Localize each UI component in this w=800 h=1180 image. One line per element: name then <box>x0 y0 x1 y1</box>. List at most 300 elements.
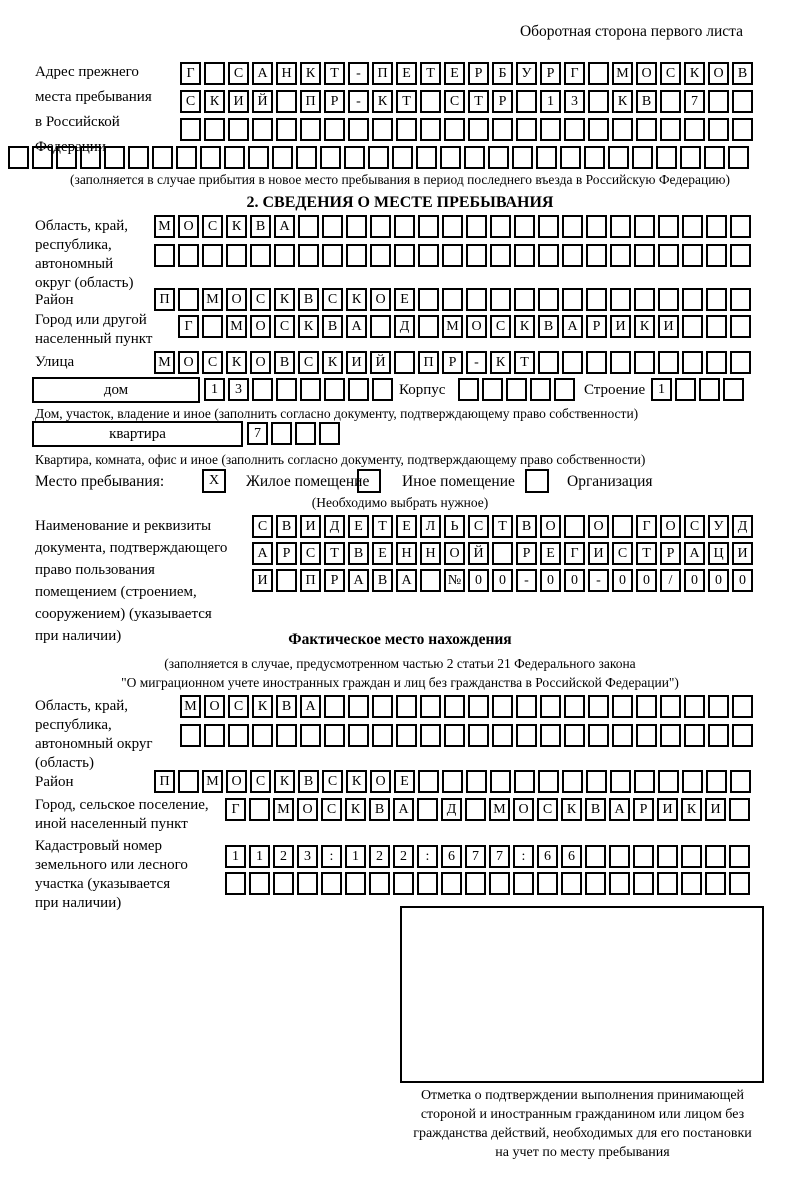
char-cell <box>322 215 343 238</box>
char-cell <box>440 146 461 169</box>
text-line: Отметка о подтверждении выполнения принимающей <box>420 1088 745 1103</box>
char-cell: 0 <box>540 569 561 592</box>
char-cell <box>252 118 273 141</box>
char-cell <box>248 146 269 169</box>
char-cell: К <box>300 62 321 85</box>
char-cell <box>442 288 463 311</box>
char-cell <box>684 118 705 141</box>
back-side-note: Оборотная сторона первого листа <box>519 23 743 40</box>
char-cell: О <box>636 62 657 85</box>
char-cell <box>8 146 29 169</box>
char-cell <box>554 378 575 401</box>
char-cell <box>202 244 223 267</box>
char-cell <box>609 872 630 895</box>
char-cell <box>444 695 465 718</box>
char-cell <box>706 215 727 238</box>
char-cell: В <box>322 315 343 338</box>
char-cell <box>465 798 486 821</box>
char-cell <box>492 118 513 141</box>
char-cell <box>271 422 292 445</box>
char-cell <box>658 288 679 311</box>
char-cell <box>466 244 487 267</box>
text-line: автономный округ <box>35 736 153 752</box>
text-line: сооружением) (указывается <box>35 606 212 622</box>
char-cell: И <box>300 515 321 538</box>
text-line: (область) <box>35 755 94 771</box>
char-cell <box>634 215 655 238</box>
char-cell <box>276 378 297 401</box>
char-cell <box>513 872 534 895</box>
char-cell: 0 <box>708 569 729 592</box>
actual-location-title: Фактическое место нахождения <box>288 631 512 648</box>
text-line: помещением (строением, <box>35 584 197 600</box>
text-line: при наличии) <box>35 628 122 644</box>
char-cell: Й <box>468 542 489 565</box>
char-cell: К <box>684 62 705 85</box>
text-line: Область, край, <box>35 218 129 234</box>
registration-stamp-box <box>400 906 764 1083</box>
char-cell <box>370 315 391 338</box>
char-cell <box>418 315 439 338</box>
stay-option-organization-label: Организация <box>567 473 653 490</box>
char-cell: Е <box>394 288 415 311</box>
char-cell: Г <box>225 798 246 821</box>
char-cell <box>636 695 657 718</box>
prev-address-label <box>35 60 152 160</box>
char-cell: Р <box>586 315 607 338</box>
char-cell: Й <box>252 90 273 113</box>
char-cell <box>348 378 369 401</box>
char-cell: 2 <box>273 845 294 868</box>
char-cell <box>468 724 489 747</box>
char-cell: В <box>348 542 369 565</box>
char-cell <box>324 118 345 141</box>
region-label <box>35 217 133 293</box>
char-cell: Р <box>442 351 463 374</box>
char-cell: С <box>274 315 295 338</box>
char-cell <box>490 244 511 267</box>
char-cell: А <box>609 798 630 821</box>
char-cell <box>252 378 273 401</box>
char-cell <box>540 695 561 718</box>
char-cell: 1 <box>225 845 246 868</box>
char-cell: И <box>657 798 678 821</box>
char-cell <box>633 872 654 895</box>
char-cell: - <box>588 569 609 592</box>
region-row-2 <box>154 244 754 267</box>
char-cell <box>708 118 729 141</box>
district-label: Район <box>35 292 74 308</box>
char-cell <box>682 315 703 338</box>
char-cell <box>586 351 607 374</box>
char-cell: М <box>273 798 294 821</box>
text-line: "О миграционном учете иностранных граждан и лиц без гражданства в Российской Федерации") <box>121 675 679 690</box>
char-cell <box>634 288 655 311</box>
korpus-label: Корпус <box>399 382 446 398</box>
char-cell <box>681 845 702 868</box>
char-cell <box>300 118 321 141</box>
char-cell <box>730 288 751 311</box>
text-line: иной населенный пункт <box>35 816 188 832</box>
char-cell <box>560 146 581 169</box>
char-cell <box>540 118 561 141</box>
char-cell: 6 <box>537 845 558 868</box>
text-line: в Российской <box>35 114 120 130</box>
char-cell <box>660 724 681 747</box>
char-cell: Г <box>178 315 199 338</box>
actual-region-row-1 <box>180 695 756 718</box>
stamp-caption <box>385 1086 780 1162</box>
text-line: места пребывания <box>35 89 152 105</box>
char-cell: В <box>276 695 297 718</box>
stay-place-label: Место пребывания: <box>35 473 165 490</box>
char-cell <box>204 62 225 85</box>
char-cell <box>273 872 294 895</box>
char-cell <box>584 146 605 169</box>
char-cell: 7 <box>684 90 705 113</box>
stay-option-residential-label: Жилое помещение <box>246 473 370 490</box>
char-cell <box>540 724 561 747</box>
char-cell <box>610 288 631 311</box>
char-cell <box>276 118 297 141</box>
char-cell <box>561 872 582 895</box>
char-cell <box>372 724 393 747</box>
char-cell <box>634 770 655 793</box>
char-cell <box>394 351 415 374</box>
char-cell <box>396 695 417 718</box>
char-cell: С <box>612 542 633 565</box>
char-cell <box>180 118 201 141</box>
char-cell <box>538 215 559 238</box>
char-cell: - <box>516 569 537 592</box>
char-cell <box>394 215 415 238</box>
char-cell <box>482 378 503 401</box>
char-cell: 0 <box>468 569 489 592</box>
char-cell: : <box>417 845 438 868</box>
char-cell: 7 <box>247 422 268 445</box>
char-cell <box>660 695 681 718</box>
char-cell <box>636 118 657 141</box>
char-cell: О <box>444 542 465 565</box>
char-cell <box>228 118 249 141</box>
char-cell: О <box>540 515 561 538</box>
char-cell <box>441 872 462 895</box>
char-cell: 2 <box>369 845 390 868</box>
char-cell <box>632 146 653 169</box>
char-cell <box>276 569 297 592</box>
char-cell: Р <box>276 542 297 565</box>
char-cell: 0 <box>612 569 633 592</box>
stay-option-residential-checkbox: X <box>202 469 226 493</box>
char-cell: О <box>250 351 271 374</box>
char-cell: Е <box>540 542 561 565</box>
char-cell: М <box>202 288 223 311</box>
char-cell: У <box>708 515 729 538</box>
house-number-cells <box>204 378 396 401</box>
char-cell <box>706 351 727 374</box>
text-line: право пользования <box>35 562 155 578</box>
char-cell: П <box>154 288 175 311</box>
char-cell <box>180 724 201 747</box>
char-cell <box>708 90 729 113</box>
char-cell: К <box>346 770 367 793</box>
char-cell <box>320 146 341 169</box>
char-cell: 1 <box>345 845 366 868</box>
char-cell <box>658 215 679 238</box>
char-cell <box>612 724 633 747</box>
text-line: земельного или лесного <box>35 857 188 873</box>
char-cell <box>682 288 703 311</box>
char-cell <box>178 288 199 311</box>
char-cell <box>730 770 751 793</box>
char-cell: 7 <box>489 845 510 868</box>
char-cell: Д <box>732 515 753 538</box>
char-cell <box>705 845 726 868</box>
char-cell <box>562 770 583 793</box>
char-cell: 0 <box>732 569 753 592</box>
char-cell: Л <box>420 515 441 538</box>
char-cell <box>490 288 511 311</box>
char-cell: С <box>322 288 343 311</box>
char-cell <box>610 244 631 267</box>
char-cell: М <box>180 695 201 718</box>
char-cell: 0 <box>636 569 657 592</box>
char-cell: О <box>370 288 391 311</box>
text-line: документа, подтверждающего <box>35 540 228 556</box>
char-cell: М <box>226 315 247 338</box>
char-cell: В <box>274 351 295 374</box>
char-cell <box>514 288 535 311</box>
char-cell: М <box>202 770 223 793</box>
char-cell <box>418 244 439 267</box>
korpus-cells <box>458 378 578 401</box>
char-cell <box>104 146 125 169</box>
char-cell: К <box>514 315 535 338</box>
char-cell: О <box>178 215 199 238</box>
char-cell <box>658 351 679 374</box>
char-cell: Т <box>636 542 657 565</box>
char-cell <box>80 146 101 169</box>
char-cell <box>585 845 606 868</box>
char-cell: С <box>300 542 321 565</box>
char-cell: П <box>154 770 175 793</box>
char-cell <box>324 378 345 401</box>
actual-region-row-2 <box>180 724 756 747</box>
house-note: Дом, участок, владение и иное (заполнить согласно документу, подтверждающему право собственности) <box>35 406 639 421</box>
char-cell <box>32 146 53 169</box>
char-cell <box>458 378 479 401</box>
char-cell: А <box>396 569 417 592</box>
char-cell: 3 <box>564 90 585 113</box>
text-line: республика, <box>35 717 112 733</box>
char-cell: О <box>708 62 729 85</box>
char-cell <box>56 146 77 169</box>
char-cell: К <box>252 695 273 718</box>
char-cell: Д <box>324 515 345 538</box>
char-cell: И <box>228 90 249 113</box>
text-line: Наименование и реквизиты <box>35 518 212 534</box>
char-cell <box>418 288 439 311</box>
char-cell: С <box>250 288 271 311</box>
char-cell <box>272 146 293 169</box>
char-cell <box>322 244 343 267</box>
char-cell <box>300 378 321 401</box>
char-cell <box>324 695 345 718</box>
char-cell <box>176 146 197 169</box>
char-cell: 1 <box>204 378 225 401</box>
char-cell <box>729 872 750 895</box>
char-cell: Р <box>660 542 681 565</box>
char-cell <box>466 770 487 793</box>
char-cell: : <box>321 845 342 868</box>
char-cell <box>564 515 585 538</box>
char-cell <box>274 244 295 267</box>
char-cell <box>610 215 631 238</box>
char-cell <box>420 118 441 141</box>
char-cell <box>680 146 701 169</box>
text-line: автономный <box>35 256 114 272</box>
text-line: на учет по месту пребывания <box>495 1145 670 1160</box>
char-cell <box>368 146 389 169</box>
char-cell: Ь <box>444 515 465 538</box>
char-cell <box>612 695 633 718</box>
char-cell: Е <box>396 515 417 538</box>
char-cell <box>657 872 678 895</box>
char-cell: 3 <box>297 845 318 868</box>
char-cell: С <box>660 62 681 85</box>
char-cell: 1 <box>249 845 270 868</box>
char-cell <box>682 215 703 238</box>
char-cell: П <box>418 351 439 374</box>
char-cell: А <box>562 315 583 338</box>
char-cell: К <box>561 798 582 821</box>
char-cell: 6 <box>441 845 462 868</box>
char-cell <box>705 872 726 895</box>
char-cell <box>516 724 537 747</box>
char-cell <box>324 724 345 747</box>
char-cell: К <box>204 90 225 113</box>
char-cell: - <box>466 351 487 374</box>
char-cell <box>346 215 367 238</box>
street-label: Улица <box>35 354 75 370</box>
char-cell: С <box>202 351 223 374</box>
char-cell <box>420 724 441 747</box>
char-cell <box>250 244 271 267</box>
char-cell: А <box>393 798 414 821</box>
text-line: стороной и иностранным гражданином или лицом без <box>420 1107 745 1122</box>
stay-option-other-label: Иное помещение <box>402 473 515 490</box>
text-line: участка (указывается <box>35 876 171 892</box>
char-cell <box>492 695 513 718</box>
char-cell: С <box>252 515 273 538</box>
char-cell: Т <box>396 90 417 113</box>
char-cell: Е <box>394 770 415 793</box>
char-cell: Т <box>324 62 345 85</box>
char-cell <box>346 244 367 267</box>
char-cell: К <box>490 351 511 374</box>
document-row-3 <box>252 569 756 592</box>
char-cell: Н <box>420 542 441 565</box>
char-cell: И <box>705 798 726 821</box>
char-cell <box>634 244 655 267</box>
district-row <box>154 288 754 311</box>
char-cell <box>530 378 551 401</box>
char-cell <box>444 724 465 747</box>
char-cell <box>369 872 390 895</box>
char-cell <box>128 146 149 169</box>
char-cell <box>321 872 342 895</box>
char-cell: А <box>346 315 367 338</box>
char-cell: М <box>154 215 175 238</box>
char-cell <box>516 118 537 141</box>
char-cell: С <box>684 515 705 538</box>
char-cell: Д <box>441 798 462 821</box>
char-cell <box>514 770 535 793</box>
char-cell <box>706 315 727 338</box>
char-cell <box>730 244 751 267</box>
char-cell <box>442 770 463 793</box>
char-cell <box>684 695 705 718</box>
char-cell <box>249 798 270 821</box>
char-cell <box>152 146 173 169</box>
char-cell <box>588 62 609 85</box>
char-cell: - <box>348 90 369 113</box>
char-cell <box>723 378 744 401</box>
char-cell: С <box>228 62 249 85</box>
char-cell: С <box>537 798 558 821</box>
char-cell <box>516 695 537 718</box>
char-cell <box>372 378 393 401</box>
char-cell: Т <box>372 515 393 538</box>
char-cell <box>300 724 321 747</box>
char-cell <box>704 146 725 169</box>
char-cell: Ц <box>708 542 729 565</box>
char-cell <box>634 351 655 374</box>
char-cell <box>372 118 393 141</box>
char-cell <box>612 515 633 538</box>
char-cell: Р <box>492 90 513 113</box>
prev-address-row-3 <box>180 118 756 141</box>
char-cell <box>468 695 489 718</box>
char-cell <box>345 872 366 895</box>
char-cell <box>538 244 559 267</box>
char-cell: К <box>372 90 393 113</box>
char-cell: О <box>250 315 271 338</box>
char-cell: - <box>348 62 369 85</box>
char-cell: В <box>538 315 559 338</box>
char-cell <box>609 845 630 868</box>
actual-location-note <box>0 654 800 692</box>
char-cell <box>319 422 340 445</box>
prev-address-row-2 <box>180 90 756 113</box>
actual-city-row <box>225 798 753 821</box>
char-cell <box>612 118 633 141</box>
char-cell <box>732 90 753 113</box>
street-row <box>154 351 754 374</box>
char-cell <box>537 872 558 895</box>
char-cell: Г <box>564 542 585 565</box>
char-cell: С <box>490 315 511 338</box>
char-cell: Й <box>370 351 391 374</box>
char-cell: А <box>274 215 295 238</box>
char-cell: С <box>250 770 271 793</box>
char-cell: Н <box>396 542 417 565</box>
char-cell <box>392 146 413 169</box>
text-line: Адрес прежнего <box>35 64 139 80</box>
char-cell <box>706 288 727 311</box>
char-cell: Г <box>564 62 585 85</box>
char-cell <box>514 215 535 238</box>
